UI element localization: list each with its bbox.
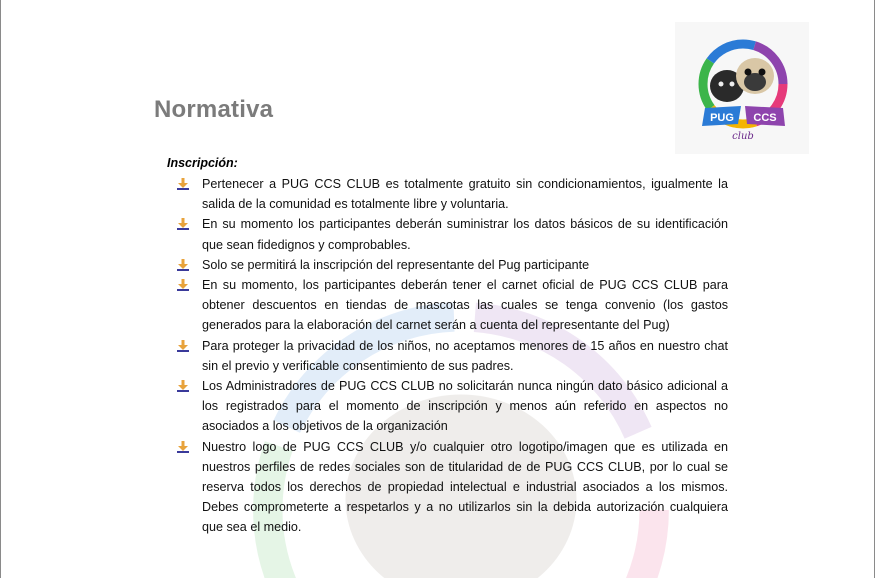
pug-ccs-club-logo	[675, 22, 809, 154]
rule-text: Los Administradores de PUG CCS CLUB no solicitarán nunca ningún dato básico adicional a los registrados para el momento de inscripción y menos aún referido en aspectos no asociados a los objetivos de la organización	[202, 379, 728, 434]
logo-script-text: club	[732, 131, 754, 142]
arrow-down-bullet-icon	[177, 279, 189, 291]
section-heading-inscripcion: Inscripción:	[167, 156, 238, 170]
logo-text-right: CCS	[753, 112, 777, 124]
rules-list	[177, 174, 728, 538]
list-item	[177, 174, 728, 214]
list-item	[177, 214, 728, 254]
list-item	[177, 437, 728, 538]
rule-text: En su momento los participantes deberán suministrar los datos básicos de su identificación que sean fidedignos y comprobables.	[202, 217, 728, 252]
list-item	[177, 336, 728, 376]
rule-text: Pertenecer a PUG CCS CLUB es totalmente gratuito sin condicionamientos, igualmente la salida de la comunidad es totalmente libre y voluntaria.	[202, 177, 728, 212]
pug-logo-icon	[675, 22, 809, 154]
rule-text: Nuestro logo de PUG CCS CLUB y/o cualquier otro logotipo/imagen que es utilizada en nuestros perfiles de redes sociales son de titularidad de de PUG CCS CLUB, por lo cual se reserva todos los derechos de propiedad intelectual e industrial asociados a los mismos. Debes comprometerte a respetarlos y a no utilizarlos sin la debida autorización cualquiera que sea el medio.	[202, 439, 728, 535]
arrow-down-bullet-icon	[177, 218, 189, 230]
arrow-down-bullet-icon	[177, 259, 189, 271]
arrow-down-bullet-icon	[177, 178, 189, 190]
rule-text: En su momento, los participantes deberán tener el carnet oficial de PUG CCS CLUB para obtener descuentos en tiendas de mascotas las cuales se tenga convenio (los gastos generados para la elaboración del carnet serán a cuenta del representante del Pug)	[202, 278, 728, 333]
arrow-down-bullet-icon	[177, 380, 189, 392]
rule-text: Para proteger la privacidad de los niños, no aceptamos menores de 15 años en nuestro chat sin el previo y verificable consentimiento de sus padres.	[202, 338, 728, 373]
list-item	[177, 275, 728, 336]
list-item	[177, 255, 728, 275]
arrow-down-bullet-icon	[177, 340, 189, 352]
arrow-down-bullet-icon	[177, 441, 189, 453]
logo-text-left: PUG	[710, 112, 734, 124]
rule-text: Solo se permitirá la inscripción del representante del Pug participante	[202, 257, 590, 272]
list-item	[177, 376, 728, 437]
page-title: Normativa	[154, 96, 274, 123]
